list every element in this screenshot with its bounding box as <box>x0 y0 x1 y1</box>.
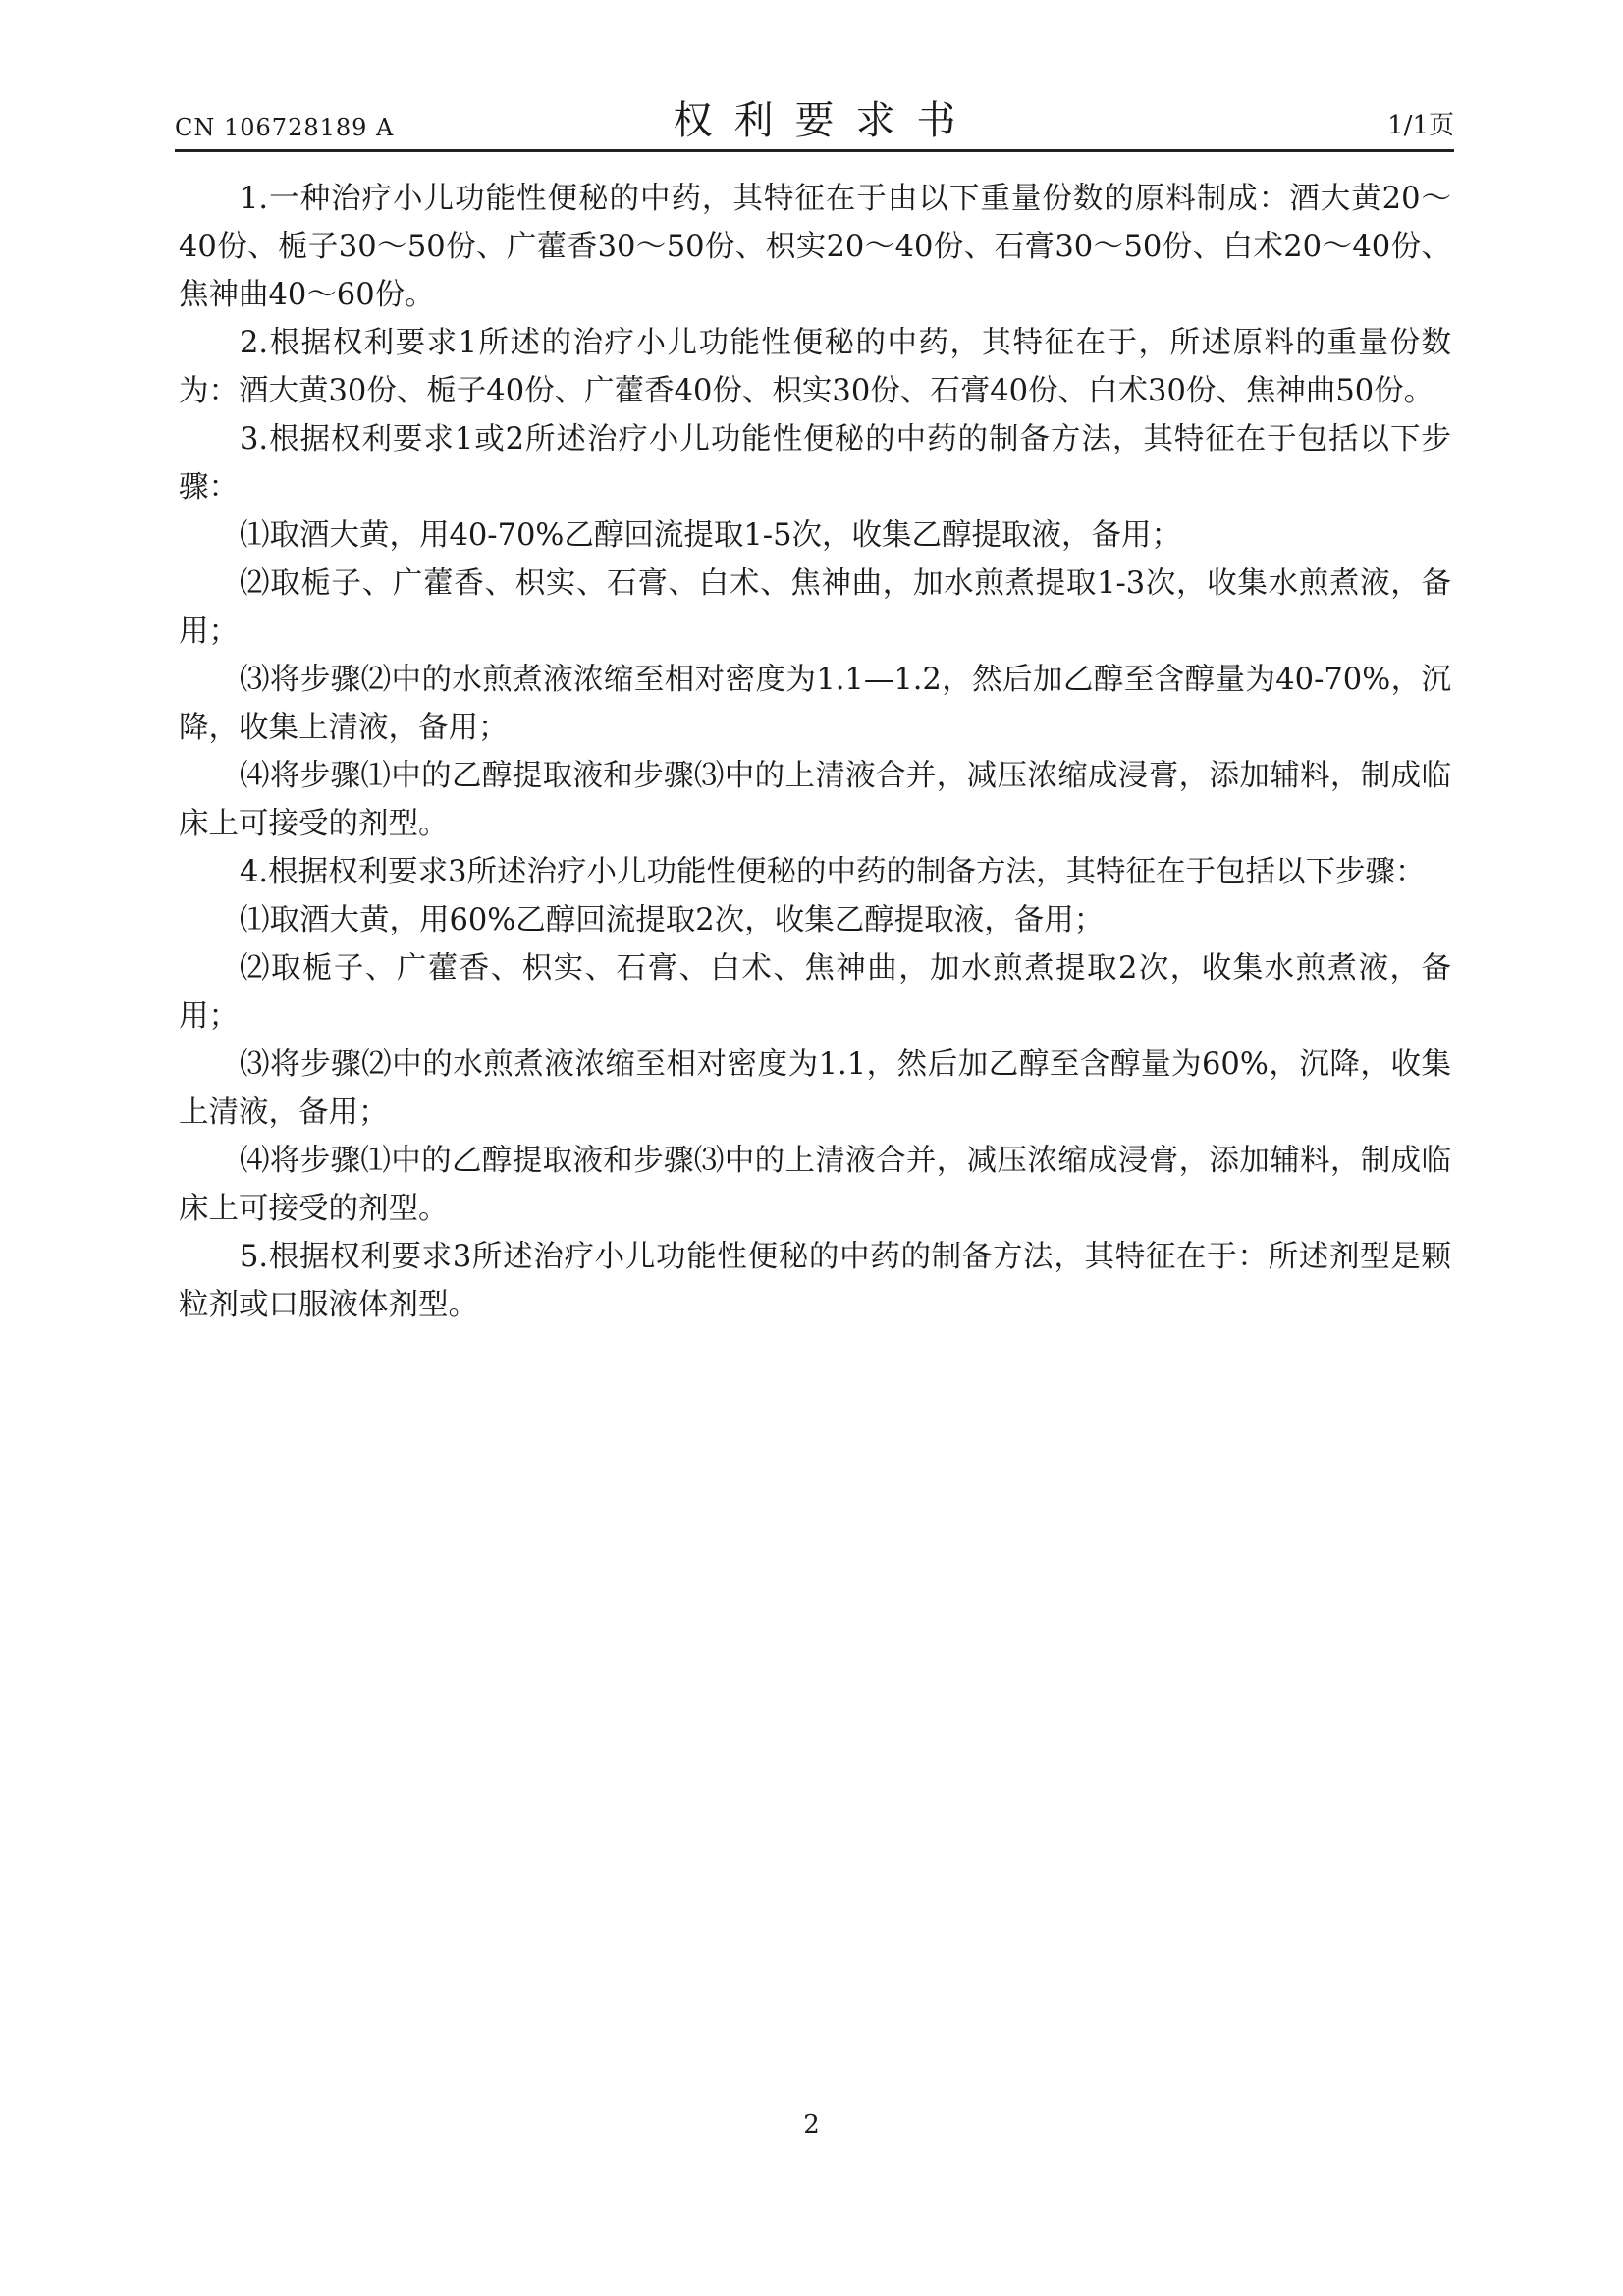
claim-4-step-3: ⑶将步骤⑵中的水煎煮液浓缩至相对密度为1.1，然后加乙醇至含醇量为60%，沉降，收集上清液，备用； <box>179 1047 1451 1130</box>
claim-1: 1.一种治疗小儿功能性便秘的中药，其特征在于由以下重量份数的原料制成：酒大黄20～40份、栀子30～50份、广藿香30～50份、枳实20～40份、石膏30～50份、白术20～40份、焦神曲40～60份。 <box>179 182 1451 312</box>
claim-2: 2.根据权利要求1所述的治疗小儿功能性便秘的中药，其特征在于，所述原料的重量份数为：酒大黄30份、栀子40份、广藿香40份、枳实30份、石膏40份、白术30份、焦神曲50份。 <box>179 326 1451 408</box>
publication-number: CN 106728189 A <box>175 114 395 141</box>
page-number: 2 <box>803 2110 820 2140</box>
claim-3: 3.根据权利要求1或2所述治疗小儿功能性便秘的中药的制备方法，其特征在于包括以下步骤： <box>179 422 1451 505</box>
claim-4-step-1: ⑴取酒大黄，用60%乙醇回流提取2次，收集乙醇提取液，备用； <box>240 903 1105 937</box>
claim-4-step-4: ⑷将步骤⑴中的乙醇提取液和步骤⑶中的上清液合并，减压浓缩成浸膏，添加辅料，制成临床上可接受的剂型。 <box>179 1144 1451 1226</box>
claim-3-step-3: ⑶将步骤⑵中的水煎煮液浓缩至相对密度为1.1—1.2，然后加乙醇至含醇量为40-70%，沉降，收集上清液，备用； <box>179 663 1451 745</box>
page-count: 1/1页 <box>1387 111 1454 140</box>
claims-body <box>179 175 1451 1329</box>
header-rule <box>175 149 1454 152</box>
page-header <box>175 96 1454 149</box>
claim-3-step-2: ⑵取栀子、广藿香、枳实、石膏、白术、焦神曲，加水煎煮提取1-3次，收集水煎煮液，备用； <box>179 566 1451 649</box>
claim-4-step-2: ⑵取栀子、广藿香、枳实、石膏、白术、焦神曲，加水煎煮提取2次，收集水煎煮液，备用； <box>179 951 1451 1034</box>
document-title: 权利要求书 <box>673 98 978 143</box>
claim-4: 4.根据权利要求3所述治疗小儿功能性便秘的中药的制备方法，其特征在于包括以下步骤： <box>240 855 1426 889</box>
claim-5: 5.根据权利要求3所述治疗小儿功能性便秘的中药的制备方法，其特征在于：所述剂型是颗粒剂或口服液体剂型。 <box>179 1240 1451 1322</box>
claim-3-step-1: ⑴取酒大黄，用40-70%乙醇回流提取1-5次，收集乙醇提取液，备用； <box>240 518 1182 553</box>
claim-3-step-4: ⑷将步骤⑴中的乙醇提取液和步骤⑶中的上清液合并，减压浓缩成浸膏，添加辅料，制成临床上可接受的剂型。 <box>179 759 1451 841</box>
